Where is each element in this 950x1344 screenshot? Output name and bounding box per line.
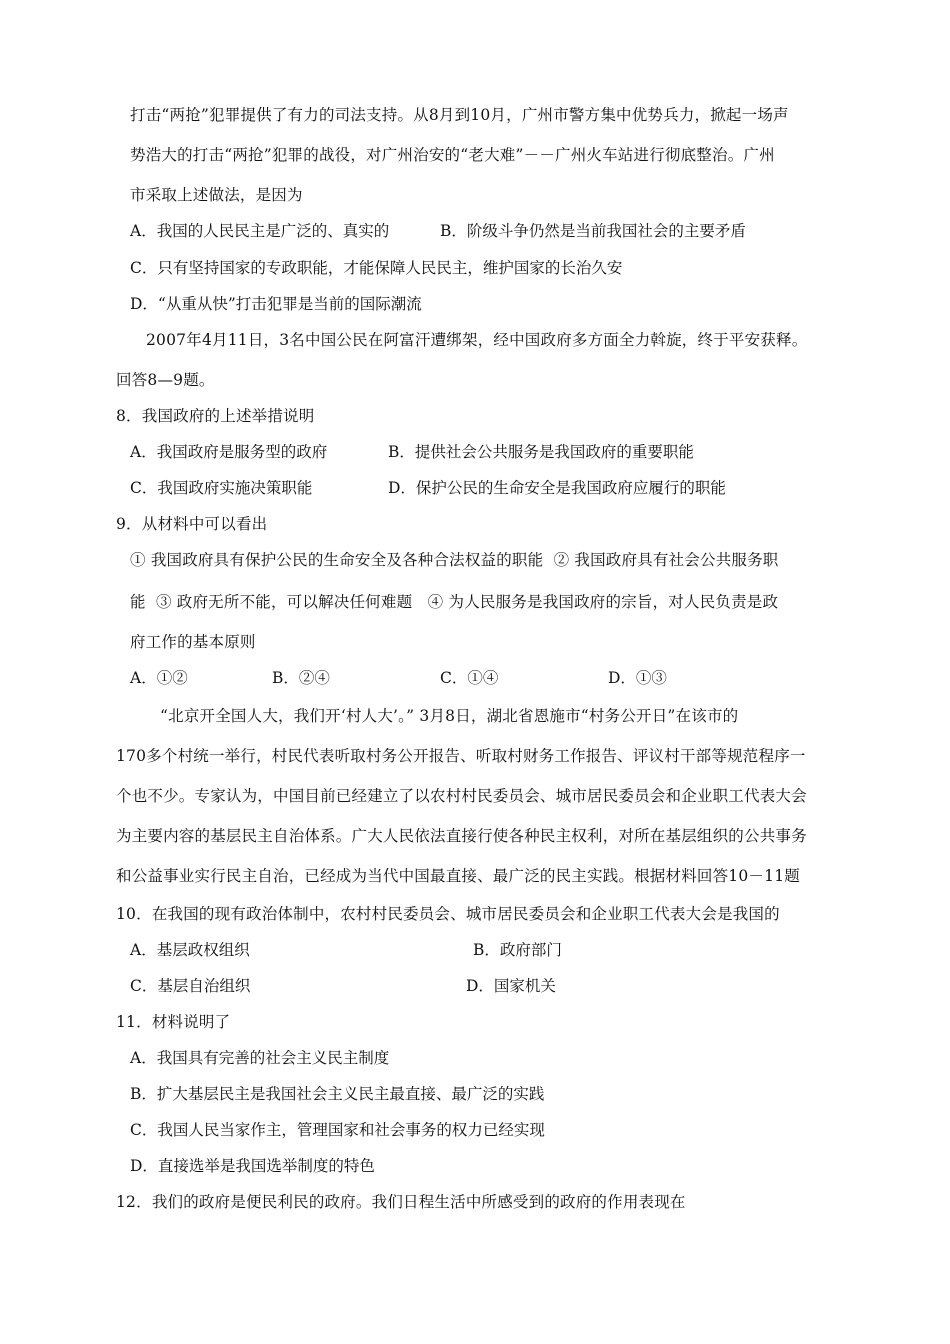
- q10-option-c: C．基层自治组织: [130, 977, 251, 995]
- q10-stem: 10．在我国的现有政治体制中，农村村民委员会、城市居民委员会和企业职工代表大会是我国的: [116, 905, 780, 923]
- material-10-11-line-2: 170多个村统一举行，村民代表听取村务公开报告、听取村财务工作报告、评议村干部等规范程序一: [116, 747, 806, 765]
- q9-option-a: A．①②: [130, 669, 188, 687]
- q9-option-b: B．②④: [272, 669, 330, 687]
- q10-option-a: A．基层政权组织: [130, 941, 250, 959]
- material-10-11-line-1: “北京开全国人大，我们开‘村人大’。” 3月8日，湖北省恩施市“村务公开日”在该市的: [160, 707, 739, 725]
- q9-stem: 9．从材料中可以看出: [116, 515, 268, 533]
- q9-option-c: C．①④: [440, 669, 499, 687]
- material-10-11-line-3: 个也不少。专家认为，中国目前已经建立了以农村村民委员会、城市居民委员会和企业职工代表大会: [116, 787, 807, 805]
- q7-stem-line-3: 市采取上述做法，是因为: [130, 186, 303, 204]
- q11-option-b: B．扩大基层民主是我国社会主义民主最直接、最广泛的实践: [130, 1085, 545, 1103]
- q7-option-b: B．阶级斗争仍然是当前我国社会的主要矛盾: [440, 222, 746, 240]
- material-10-11-line-5: 和公益事业实行民主自治，已经成为当代中国最直接、最广泛的民主实践。根据材料回答10－11题: [116, 867, 800, 885]
- q8-option-d: D．保护公民的生命安全是我国政府应履行的职能: [388, 479, 726, 497]
- q9-option-d: D．①③: [608, 669, 667, 687]
- q9-statement-line-1: ① 我国政府具有保护公民的生命安全及各种合法权益的职能 ② 我国政府具有社会公共服务职: [130, 551, 779, 569]
- q10-option-b: B．政府部门: [473, 941, 562, 959]
- q11-option-c: C．我国人民当家作主，管理国家和社会事务的权力已经实现: [130, 1121, 545, 1139]
- q9-statement-line-3: 府工作的基本原则: [130, 633, 256, 651]
- material-10-11-line-4: 为主要内容的基层民主自治体系。广大人民依法直接行使各种民主权利，对所在基层组织的公共事务: [116, 827, 807, 845]
- q11-option-d: D．直接选举是我国选举制度的特色: [130, 1157, 375, 1175]
- q8-option-b: B．提供社会公共服务是我国政府的重要职能: [388, 443, 694, 461]
- q8-stem: 8．我国政府的上述举措说明: [116, 407, 315, 425]
- q11-stem: 11．材料说明了: [116, 1013, 231, 1031]
- q8-option-a: A．我国政府是服务型的政府: [130, 443, 328, 461]
- q10-option-d: D．国家机关: [466, 977, 556, 995]
- q7-option-a: A．我国的人民民主是广泛的、真实的: [130, 222, 390, 240]
- q7-stem-line-2: 势浩大的打击“两抢”犯罪的战役，对广州治安的“老大难”－－广州火车站进行彻底整治。广州: [130, 146, 775, 164]
- q7-stem-line-1: 打击“两抢”犯罪提供了有力的司法支持。从8月到10月，广州市警方集中优势兵力，掀起一场声: [130, 106, 789, 124]
- q11-option-a: A．我国具有完善的社会主义民主制度: [130, 1049, 390, 1067]
- q8-option-c: C．我国政府实施决策职能: [130, 479, 313, 497]
- q7-option-c: C．只有坚持国家的专政职能，才能保障人民民主，维护国家的长治久安: [130, 259, 623, 277]
- q9-statement-line-2: 能 ③ 政府无所不能，可以解决任何难题 ④ 为人民服务是我国政府的宗旨，对人民负责是政: [130, 593, 779, 611]
- q7-option-d: D．“从重从快”打击犯罪是当前的国际潮流: [130, 295, 422, 313]
- material-8-9-line-2: 回答8—9题。: [116, 371, 215, 389]
- material-8-9-line-1: 2007年4月11日，3名中国公民在阿富汗遭绑架，经中国政府多方面全力斡旋，终于平安获释。: [146, 331, 808, 349]
- q12-stem: 12．我们的政府是便民利民的政府。我们日程生活中所感受到的政府的作用表现在: [116, 1193, 686, 1211]
